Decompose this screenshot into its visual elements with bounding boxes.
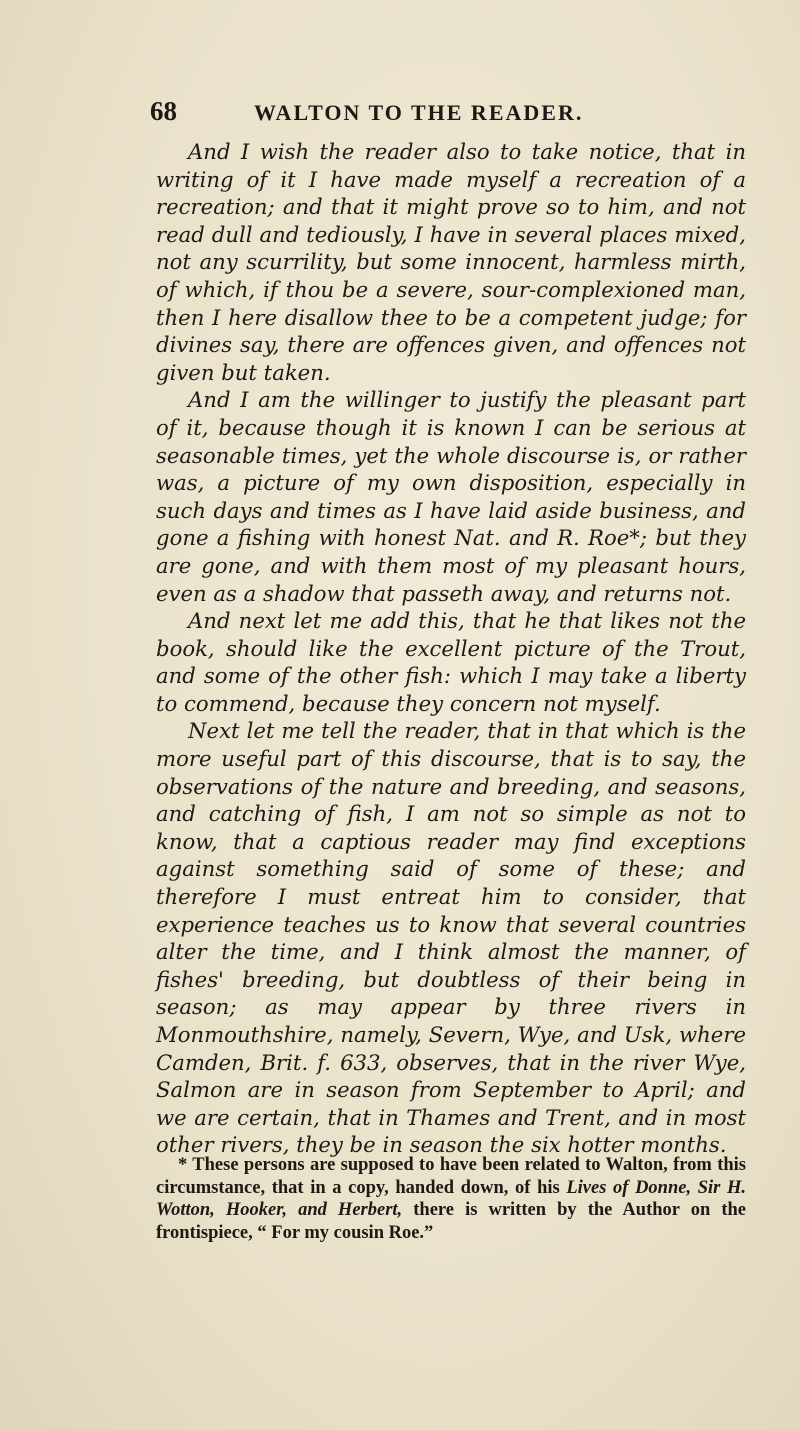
- running-head: WALTON TO THE READER.: [254, 100, 584, 125]
- footnote: [156, 1154, 746, 1244]
- page-number: 68: [150, 96, 177, 126]
- footnote-text-start: * These persons are supposed to have been related to Walton, from this circumstance, that in a copy, handed down, of his: [156, 1155, 746, 1198]
- page-header: [0, 96, 800, 136]
- paragraph-1: And I wish the reader also to take notice, that in writing of it I have made myself a recreation of a recreation; and that it might prove so to him, and not read dull and tediously, I have in several places mixed, not any scurrility, but some innocent, harmless mirth, of which, if thou be a severe, sour-complexioned man, then I here disallow thee to be a competent judge; for divines say, there are offences given, and offences not given but taken.: [156, 139, 746, 385]
- body-text: [156, 138, 746, 1159]
- paragraph-2: And I am the willinger to justify the pleasant part of it, because though it is known I can be serious at seasonable times, yet the whole discourse is, or rather was, a picture of my own disposition, especially in such days and times as I have laid aside business, and gone a fishing with honest Nat. and R. Roe*; but they are gone, and with them most of my pleasant hours, even as a shadow that passeth away, and returns not.: [156, 387, 746, 606]
- footnote-text-end: there is written by the Author on the frontispiece, “ For my cousin Roe.”: [156, 1200, 746, 1243]
- footnote-italic-title: Lives of Donne, Sir H. Wotton, Hooker, and Herbert,: [156, 1177, 746, 1220]
- paragraph-3: And next let me add this, that he that likes not the book, should like the excellent picture of the Trout, and some of the other fish: which I may take a liberty to commend, because they concern not myself.: [156, 608, 746, 716]
- paragraph-4: Next let me tell the reader, that in that which is the more useful part of this discourse, that is to say, the observations of the nature and breeding, and seasons, and catching of fish, I am not so simple as not to know, that a captious reader may find exceptions against something said of some of these; and therefore I must entreat him to consider, that experience teaches us to know that several countries alter the time, and I think almost the manner, of fishes' breeding, but doubtless of their being in season; as may appear by three rivers in Monmouthshire, namely, Severn, Wye, and Usk, where Camden, Brit. f. 633, observes, that in the river Wye, Salmon are in season from September to April; and we are certain, that in Thames and Trent, and in most other rivers, they be in season the six hotter months.: [156, 718, 746, 1158]
